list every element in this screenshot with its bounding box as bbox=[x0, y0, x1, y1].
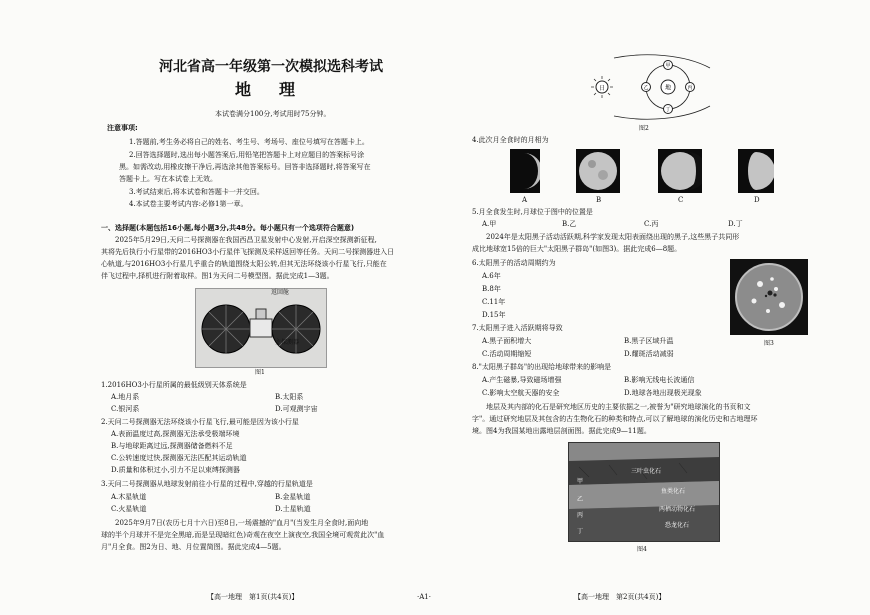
spacecraft-body-icon bbox=[250, 319, 272, 337]
question-1: 1.2016HO3小行星所属的最低级别天体系统是 bbox=[101, 381, 247, 389]
para-line: 其将先后执行小行星带的2016HO3小行星伴飞探测及采样返回等任务。天问二号探测器进入日 bbox=[101, 248, 395, 256]
fig3-caption: 图3 bbox=[764, 340, 774, 347]
moon-option-label: D bbox=[754, 196, 760, 204]
moon-option-label: C bbox=[678, 196, 684, 204]
figure-4-strata-image bbox=[568, 442, 720, 542]
q5-option: C.丙 bbox=[644, 220, 659, 228]
moon-position-ding bbox=[664, 105, 673, 114]
note-line: 3.考试结束后,将本试卷和答题卡一并交回。 bbox=[129, 188, 264, 196]
svg-text:丁: 丁 bbox=[665, 107, 671, 113]
q7-option: D.耀斑活动减弱 bbox=[624, 350, 674, 358]
q7-option: A.黑子面积增大 bbox=[482, 337, 532, 345]
note-line: 答题卡上。写在本试卷上无效。 bbox=[119, 175, 217, 183]
question-3: 3.天问二号探测器从地球发射前往小行星的过程中,穿越的行星轨道是 bbox=[101, 480, 313, 488]
question-7: 7.太阳黑子进入活跃期将导致 bbox=[472, 324, 563, 332]
q2-option: D.质量和体积过小,引力不足以束缚探测器 bbox=[111, 466, 240, 474]
svg-text:鱼类化石: 鱼类化石 bbox=[661, 488, 686, 495]
q7-option: B.黑子区域升温 bbox=[624, 337, 674, 345]
q2-option: B.与地球距离过远,探测器储备燃料不足 bbox=[111, 442, 233, 450]
q1-option: A.地月系 bbox=[111, 393, 140, 401]
q7-option: C.活动周期缩短 bbox=[482, 350, 532, 358]
moon-position-bing bbox=[686, 83, 695, 92]
svg-text:乙: 乙 bbox=[643, 85, 649, 91]
page-code: ·A1· bbox=[417, 593, 431, 601]
fig1-caption: 图1 bbox=[255, 369, 265, 376]
q3-option: B.金星轨道 bbox=[275, 493, 311, 501]
figure-3-sun-image bbox=[730, 259, 808, 335]
q1-option: D.可观测宇宙 bbox=[275, 405, 318, 413]
svg-text:甲: 甲 bbox=[665, 63, 671, 69]
svg-text:恐龙化石: 恐龙化石 bbox=[665, 522, 690, 529]
para-line: 地层及其内部的化石是研究地区历史的主要依据之一,被誉为"研究地球演化的书页和文 bbox=[486, 403, 751, 411]
fig1-label-capsule: 返回舱 bbox=[271, 289, 290, 296]
moon-phase-b-image bbox=[576, 149, 620, 193]
q8-option: C.影响太空航天器的安全 bbox=[482, 389, 560, 397]
para-line: 2025年5月29日,天问二号探测器在我国西昌卫星发射中心发射,开启深空探测新征程, bbox=[115, 236, 377, 244]
moon-phase-c-image bbox=[658, 149, 702, 193]
svg-text:两栖动物化石: 两栖动物化石 bbox=[659, 506, 696, 513]
svg-text:三叶虫化石: 三叶虫化石 bbox=[631, 468, 662, 475]
svg-text:日: 日 bbox=[598, 85, 606, 92]
q1-option: B.太阳系 bbox=[275, 393, 304, 401]
q6-option: B.8年 bbox=[482, 285, 501, 293]
moon-phase-a-image bbox=[510, 149, 540, 193]
q8-option: B.影响无线电长波通信 bbox=[624, 376, 695, 384]
question-8: 8."太阳黑子群岛"的出现给地球带来的影响是 bbox=[472, 363, 612, 371]
q5-option: D.丁 bbox=[728, 220, 743, 228]
fig1-label-probe: 主探测器 bbox=[275, 339, 300, 346]
note-line: 2.回答选择题时,选出每小题答案后,用铅笔把答题卡上对应题目的答案标号涂 bbox=[129, 151, 365, 159]
moon-position-jia bbox=[664, 61, 673, 70]
q5-option: A.甲 bbox=[482, 220, 497, 228]
q1-option: C.银河系 bbox=[111, 405, 140, 413]
svg-text:丙: 丙 bbox=[687, 85, 693, 91]
moon-phase-d-image bbox=[738, 149, 774, 193]
svg-text:甲: 甲 bbox=[577, 478, 584, 485]
svg-text:乙: 乙 bbox=[577, 496, 584, 503]
q6-option: D.15年 bbox=[482, 311, 506, 319]
question-6: 6.太阳黑子的活动周期约为 bbox=[472, 259, 556, 267]
para-line: 伴飞过程中,择机进行附着取样。图1为天问二号模型图。据此完成1—3题。 bbox=[101, 272, 334, 280]
q6-option: A.6年 bbox=[482, 272, 501, 280]
figure-2-diagram bbox=[584, 50, 712, 122]
q8-option: D.地球各地出现极光现象 bbox=[624, 389, 702, 397]
q3-option: C.火星轨道 bbox=[111, 505, 147, 513]
figure-1-image bbox=[195, 288, 327, 368]
exam-title: 河北省高一年级第一次模拟选科考试 bbox=[159, 59, 383, 75]
moon-position-yi bbox=[642, 83, 651, 92]
para-line: 成比地球宽15倍的巨大"太阳黑子群岛"(如图3)。据此完成6—8题。 bbox=[472, 245, 682, 253]
q3-option: D.土星轨道 bbox=[275, 505, 311, 513]
q2-option: A.表面温度过高,探测器无法承受极端环境 bbox=[111, 430, 240, 438]
earth-icon bbox=[661, 80, 675, 94]
para-line: 字"。通过研究地层及其包含的古生物化石的种类和特点,可以了解地球的演化历史和古地理环 bbox=[472, 415, 758, 423]
page-footer-left: 【高一地理 第1页(共4页)】 bbox=[207, 593, 299, 601]
note-line: 黑。如需改动,用橡皮擦干净后,再选涂其他答案标号。回答非选择题时,将答案写在 bbox=[119, 163, 371, 171]
q2-option: C.公转速度过快,探测器无法匹配其运动轨道 bbox=[111, 454, 247, 462]
fig4-caption: 图4 bbox=[637, 546, 647, 553]
sun-icon bbox=[591, 76, 613, 98]
section-heading: 一、选择题(本题包括16小题,每小题3分,共48分。每小题只有一个选项符合题意) bbox=[101, 224, 355, 232]
svg-text:丁: 丁 bbox=[577, 528, 584, 535]
q8-option: A.产生磁暴,导致磁场增强 bbox=[482, 376, 562, 384]
page-footer-right: 【高一地理 第2页(共4页)】 bbox=[574, 593, 666, 601]
fig2-caption: 图2 bbox=[639, 125, 649, 132]
q6-option: C.11年 bbox=[482, 298, 506, 306]
para-line: 月"月全食。图2为日、地、月位置简图。据此完成4—5题。 bbox=[101, 543, 286, 551]
note-line: 1.答题前,考生务必将自己的姓名、考生号、考场号、座位号填写在答题卡上。 bbox=[129, 138, 369, 146]
svg-text:地: 地 bbox=[664, 84, 672, 92]
exam-info: 本试卷满分100分,考试用时75分钟。 bbox=[215, 110, 331, 118]
solar-panel-left-icon bbox=[202, 305, 250, 353]
subject-title: 地 理 bbox=[235, 80, 302, 99]
notes-heading: 注意事项: bbox=[107, 124, 138, 132]
moon-option-label: A bbox=[522, 196, 528, 204]
return-capsule-icon bbox=[256, 309, 266, 319]
question-5: 5.月全食发生时,月球位于图中的位置是 bbox=[472, 208, 593, 216]
para-line: 2024年是太阳黑子活动活跃期,科学家发现太阳表面绕出现的黑子,这些黑子共同形 bbox=[486, 233, 740, 241]
question-4: 4.此次月全食时的月相为 bbox=[472, 136, 549, 144]
moon-option-label: B bbox=[596, 196, 602, 204]
question-2: 2.天问二号探测器无法环绕该小行星飞行,最可能是因为该小行星 bbox=[101, 418, 299, 426]
para-line: 心轨道,与2016HO3小行星几乎重合的轨道围绕太阳公转,但其无法环绕该小行星飞行,只能在 bbox=[101, 260, 387, 268]
q5-option: B.乙 bbox=[562, 220, 577, 228]
para-line: 2025年9月7日(农历七月十六日)至8日,一场震撼的"血月"(当发生月全食时,面向地 bbox=[115, 519, 369, 527]
para-line: 境。图4为我国某地出露地层剖面图。据此完成9—11题。 bbox=[472, 427, 651, 435]
note-line: 4.本试卷主要考试内容:必修1第一章。 bbox=[129, 200, 248, 208]
svg-text:丙: 丙 bbox=[577, 512, 584, 519]
q3-option: A.木星轨道 bbox=[111, 493, 147, 501]
para-line: 球的半个月球并不是完全黑暗,而是呈现暗红色)奇观在夜空上演夜空,我国全境可观赏此次"血 bbox=[101, 531, 385, 539]
